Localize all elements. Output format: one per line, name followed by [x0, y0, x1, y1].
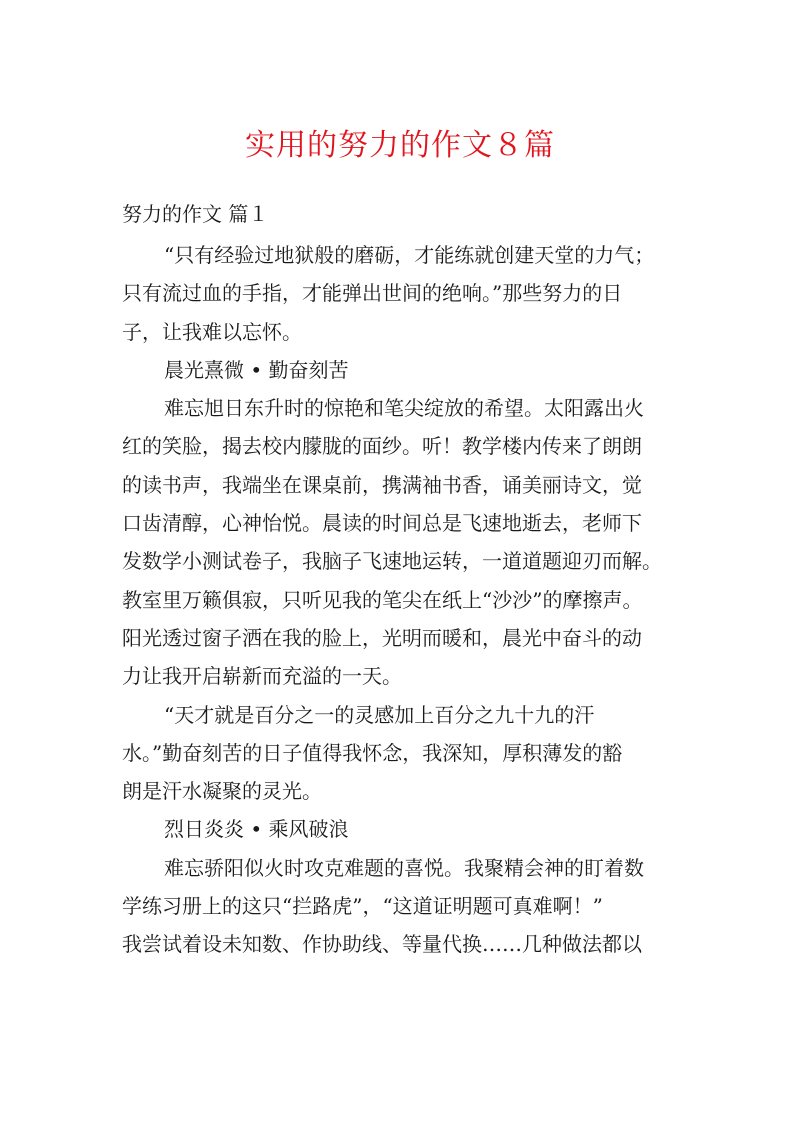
text-line: 烈日炎炎 • 乘风破浪	[164, 817, 349, 842]
text-line: 晨光熹微 • 勤奋刻苦	[164, 357, 349, 382]
text-line: 力让我开启崭新而充溢的一天。	[122, 664, 402, 689]
section-heading: 努力的作文 篇１	[122, 202, 269, 226]
text-line: 红的笑脸，揭去校内朦胧的面纱。听！教学楼内传来了朗朗	[122, 434, 642, 459]
text-line: “天才就是百分之一的灵感加上百分之九十九的汗	[164, 702, 595, 727]
text-line: 发数学小测试卷子，我脑子飞速地运转，一道道题迎刃而解。	[122, 549, 662, 574]
text-line: 朗是汗水凝聚的灵光。	[122, 779, 322, 804]
body-text	[122, 236, 682, 964]
text-line: 难忘旭日东升时的惊艳和笔尖绽放的希望。太阳露出火	[164, 396, 644, 421]
text-line: 学练习册上的这只“拦路虎”，“这道证明题可真难啊！”	[122, 894, 603, 919]
text-line: 我尝试着设未知数、作协助线、等量代换……几种做法都以	[122, 932, 642, 957]
text-line: 阳光透过窗子洒在我的脸上，光明而暖和，晨光中奋斗的动	[122, 625, 642, 650]
text-line: 只有流过血的手指，才能弹出世间的绝响。”那些努力的日	[122, 281, 623, 306]
text-line: 教室里万籁俱寂，只听见我的笔尖在纸上“沙沙”的摩擦声。	[122, 587, 643, 612]
document-title: 实用的努力的作文８篇	[245, 128, 555, 163]
text-line: 口齿清醇，心神怡悦。晨读的时间总是飞速地逝去，老师下	[122, 511, 642, 536]
text-line: 的读书声，我端坐在课桌前，携满袖书香，诵美丽诗文，觉	[122, 472, 642, 497]
text-line: 难忘骄阳似火时攻克难题的喜悦。我聚精会神的盯着数	[164, 855, 644, 880]
text-line: 子，让我难以忘怀。	[122, 319, 302, 344]
text-line: 水。”勤奋刻苦的日子值得我怀念，我深知，厚积薄发的豁	[122, 740, 623, 765]
text-line: “只有经验过地狱般的磨砺，才能练就创建天堂的力气；	[164, 243, 655, 267]
